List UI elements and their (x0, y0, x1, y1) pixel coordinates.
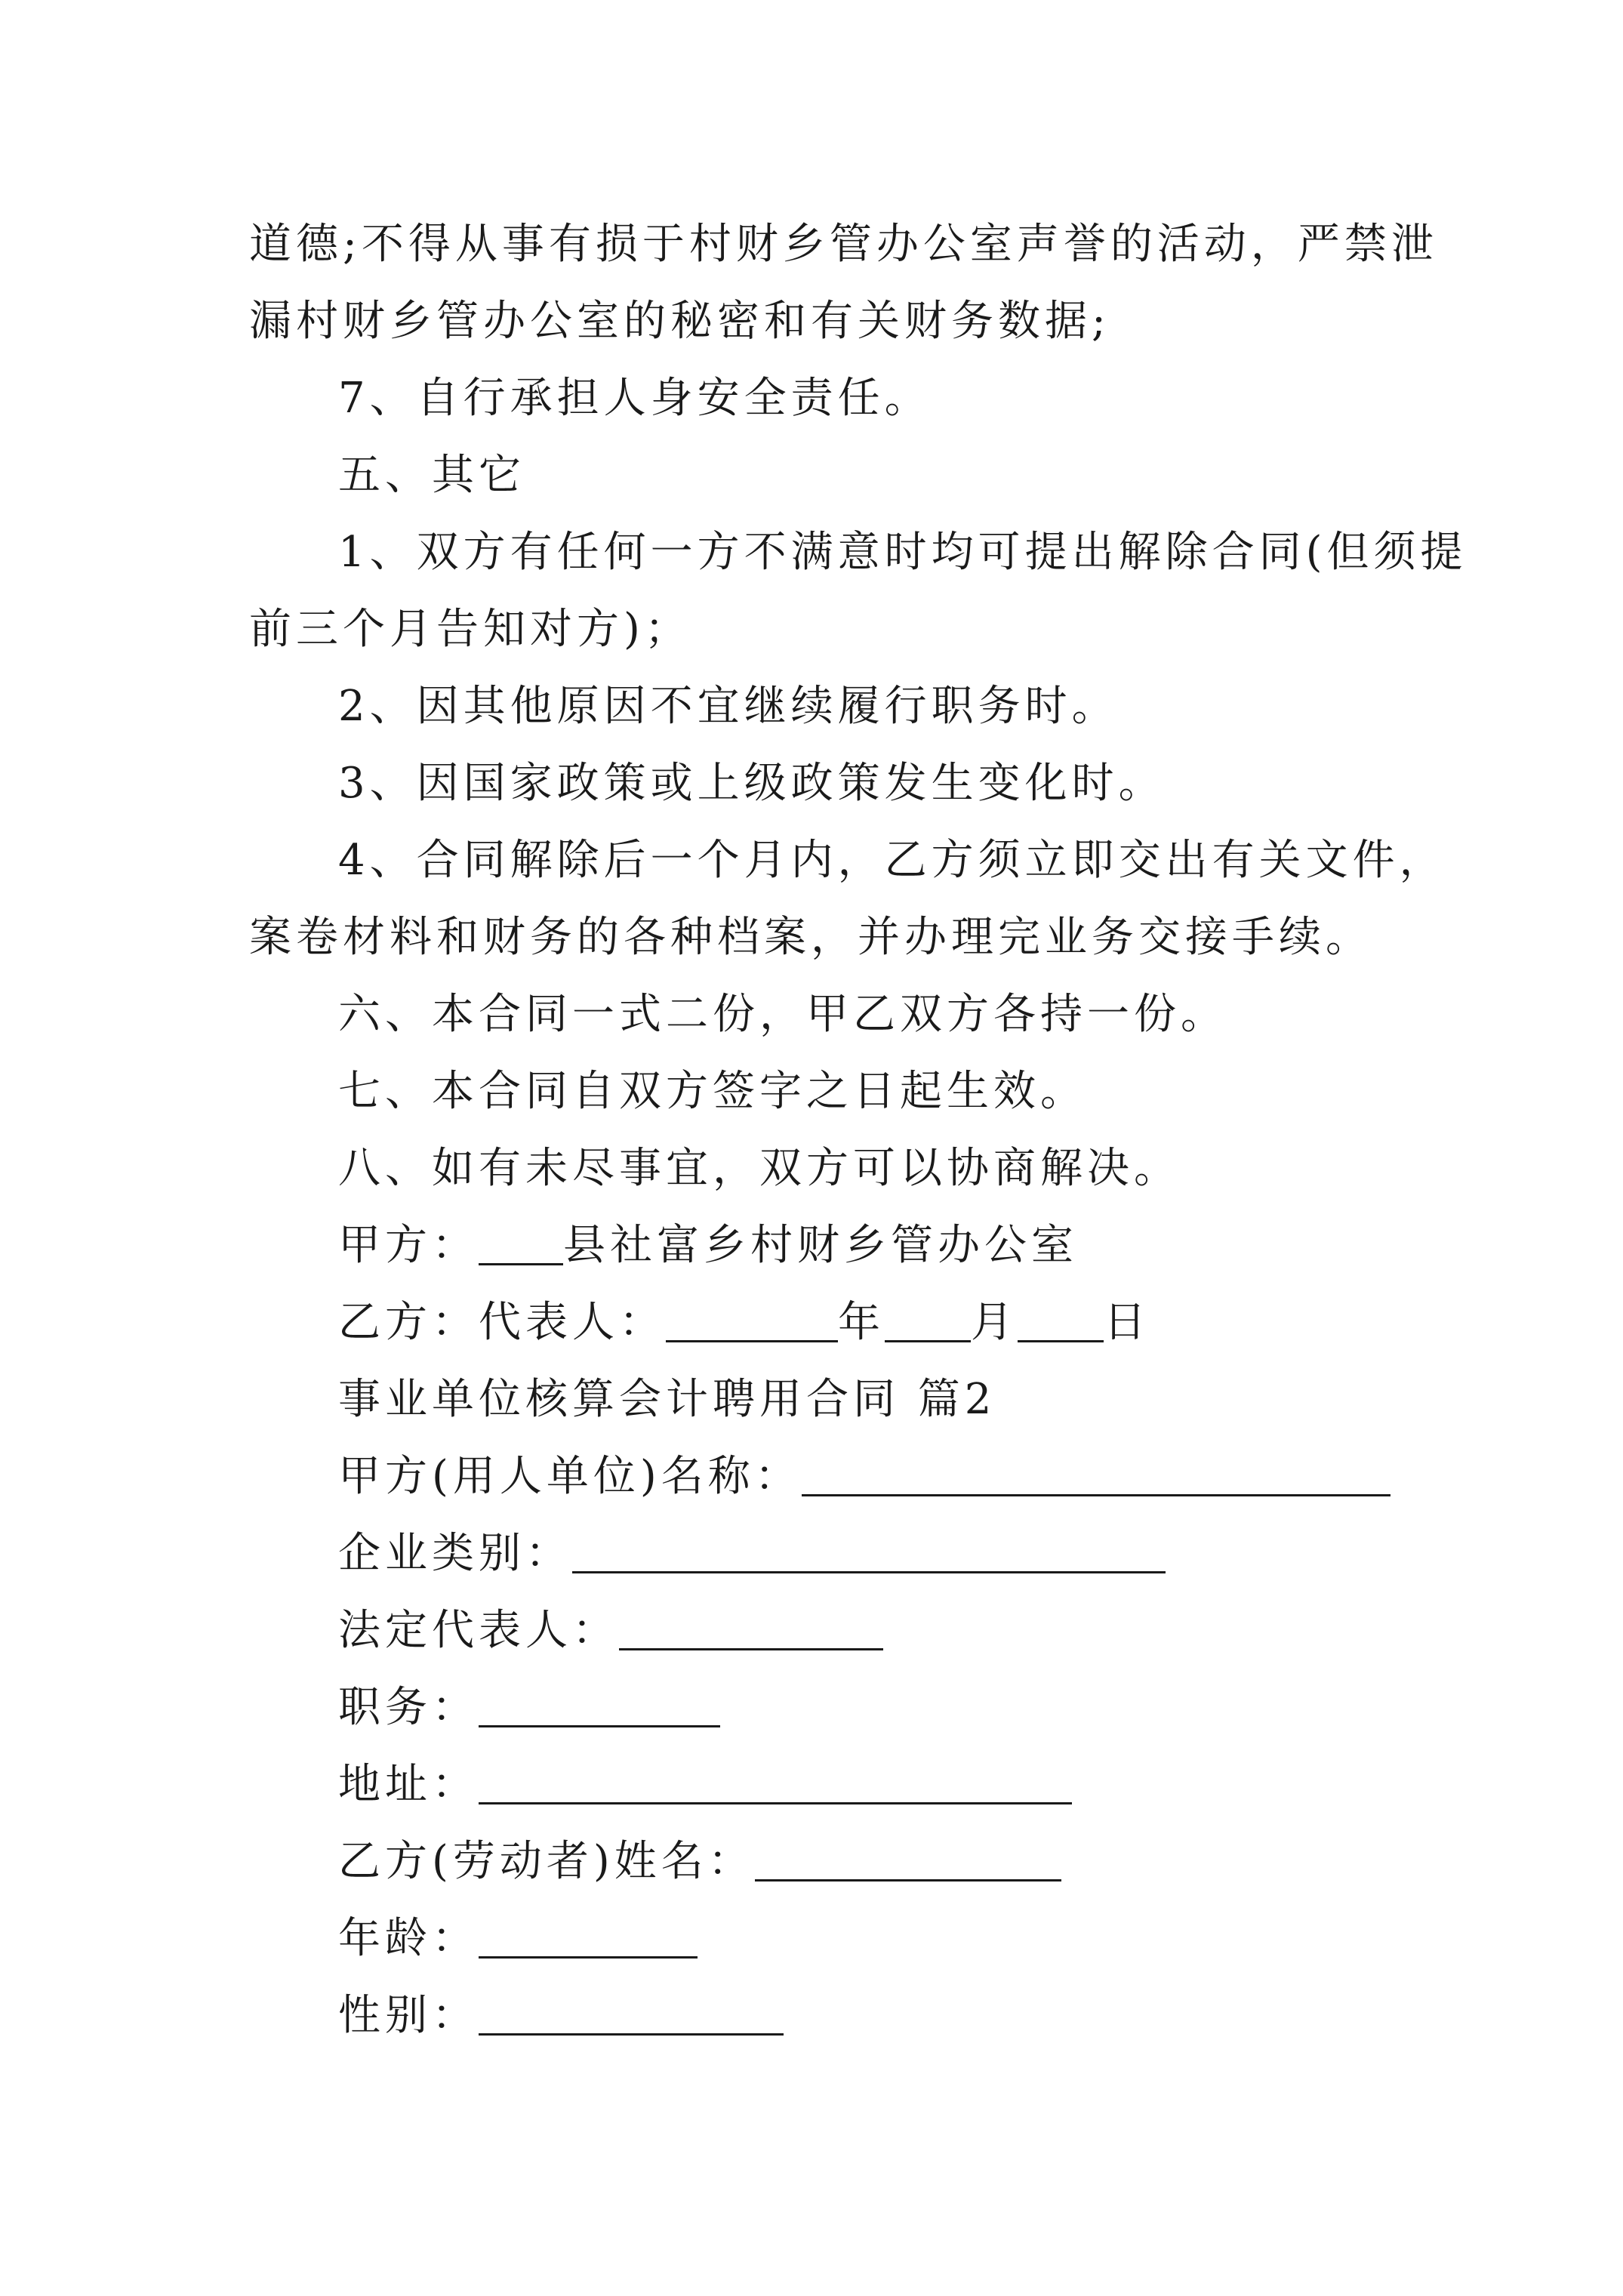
address-blank[interactable] (479, 1761, 1072, 1804)
enterprise-type-label: 企业类别： (338, 1529, 572, 1578)
party-b-day-blank[interactable] (1018, 1299, 1104, 1342)
text-line-2: 漏村财乡管办公室的秘密和有关财务数据; (249, 297, 1110, 346)
party-b-label: 乙方：代表人： (338, 1298, 666, 1347)
employer-name-blank[interactable] (802, 1453, 1390, 1496)
party-b-signature-line (338, 1299, 1486, 1347)
section-heading-7: 七、本合同自双方签字之日起生效。 (338, 1067, 1087, 1116)
address-label: 地址： (338, 1760, 479, 1809)
section-heading-5: 五、其它 (338, 451, 525, 500)
enterprise-type-blank[interactable] (572, 1530, 1166, 1573)
position-label: 职务： (338, 1683, 479, 1732)
position-field (338, 1684, 1486, 1732)
month-label: 月 (971, 1298, 1018, 1347)
legal-rep-field (338, 1607, 1486, 1655)
worker-name-blank[interactable] (755, 1838, 1061, 1881)
section-heading-8: 八、如有未尽事宜，双方可以协商解决。 (338, 1144, 1181, 1193)
employer-name-field (338, 1453, 1486, 1501)
legal-rep-blank[interactable] (619, 1607, 883, 1650)
text-line-10: 案卷材料和财务的各种档案，并办理完业务交接手续。 (249, 913, 1372, 962)
text-line-8: 3、因国家政策或上级政策发生变化时。 (338, 759, 1166, 808)
text-line-9: 4、合同解除后一个月内，乙方须立即交出有关文件， (338, 836, 1446, 885)
text-line-1: 道德;不得从事有损于村财乡管办公室声誉的活动，严禁泄 (249, 220, 1438, 269)
party-a-blank[interactable] (479, 1222, 563, 1265)
text-line-6: 前三个月告知对方)； (249, 605, 691, 654)
day-label: 日 (1104, 1298, 1150, 1347)
party-b-year-blank[interactable] (666, 1299, 838, 1342)
text-line-3: 7、自行承担人身安全责任。 (338, 374, 932, 423)
year-label: 年 (838, 1298, 885, 1347)
party-a-signature-line (338, 1222, 1486, 1270)
position-blank[interactable] (479, 1684, 720, 1727)
worker-name-field (338, 1838, 1486, 1886)
text-line-5: 1、双方有任何一方不满意时均可提出解除合同(但须提 (338, 528, 1467, 577)
age-blank[interactable] (479, 1915, 698, 1959)
legal-rep-label: 法定代表人： (338, 1606, 619, 1655)
party-a-office: 县社富乡村财乡管办公室 (563, 1221, 1078, 1270)
gender-blank[interactable] (479, 1992, 784, 2036)
enterprise-type-field (338, 1530, 1486, 1578)
age-field (338, 1915, 1486, 1963)
section-heading-6: 六、本合同一式二份，甲乙双方各持一份。 (338, 990, 1227, 1039)
party-b-month-blank[interactable] (885, 1299, 971, 1342)
gender-label: 性别： (338, 1991, 479, 2040)
gender-field (338, 1992, 1486, 2040)
address-field (338, 1761, 1486, 1809)
age-label: 年龄： (338, 1914, 479, 1963)
contract-title-part-2: 事业单位核算会计聘用合同 篇2 (338, 1375, 996, 1424)
text-line-7: 2、因其他原因不宜继续履行职务时。 (338, 682, 1119, 731)
worker-name-label: 乙方(劳动者)姓名： (338, 1837, 755, 1886)
employer-name-label: 甲方(用人单位)名称： (338, 1452, 802, 1501)
party-a-label: 甲方： (338, 1221, 479, 1270)
